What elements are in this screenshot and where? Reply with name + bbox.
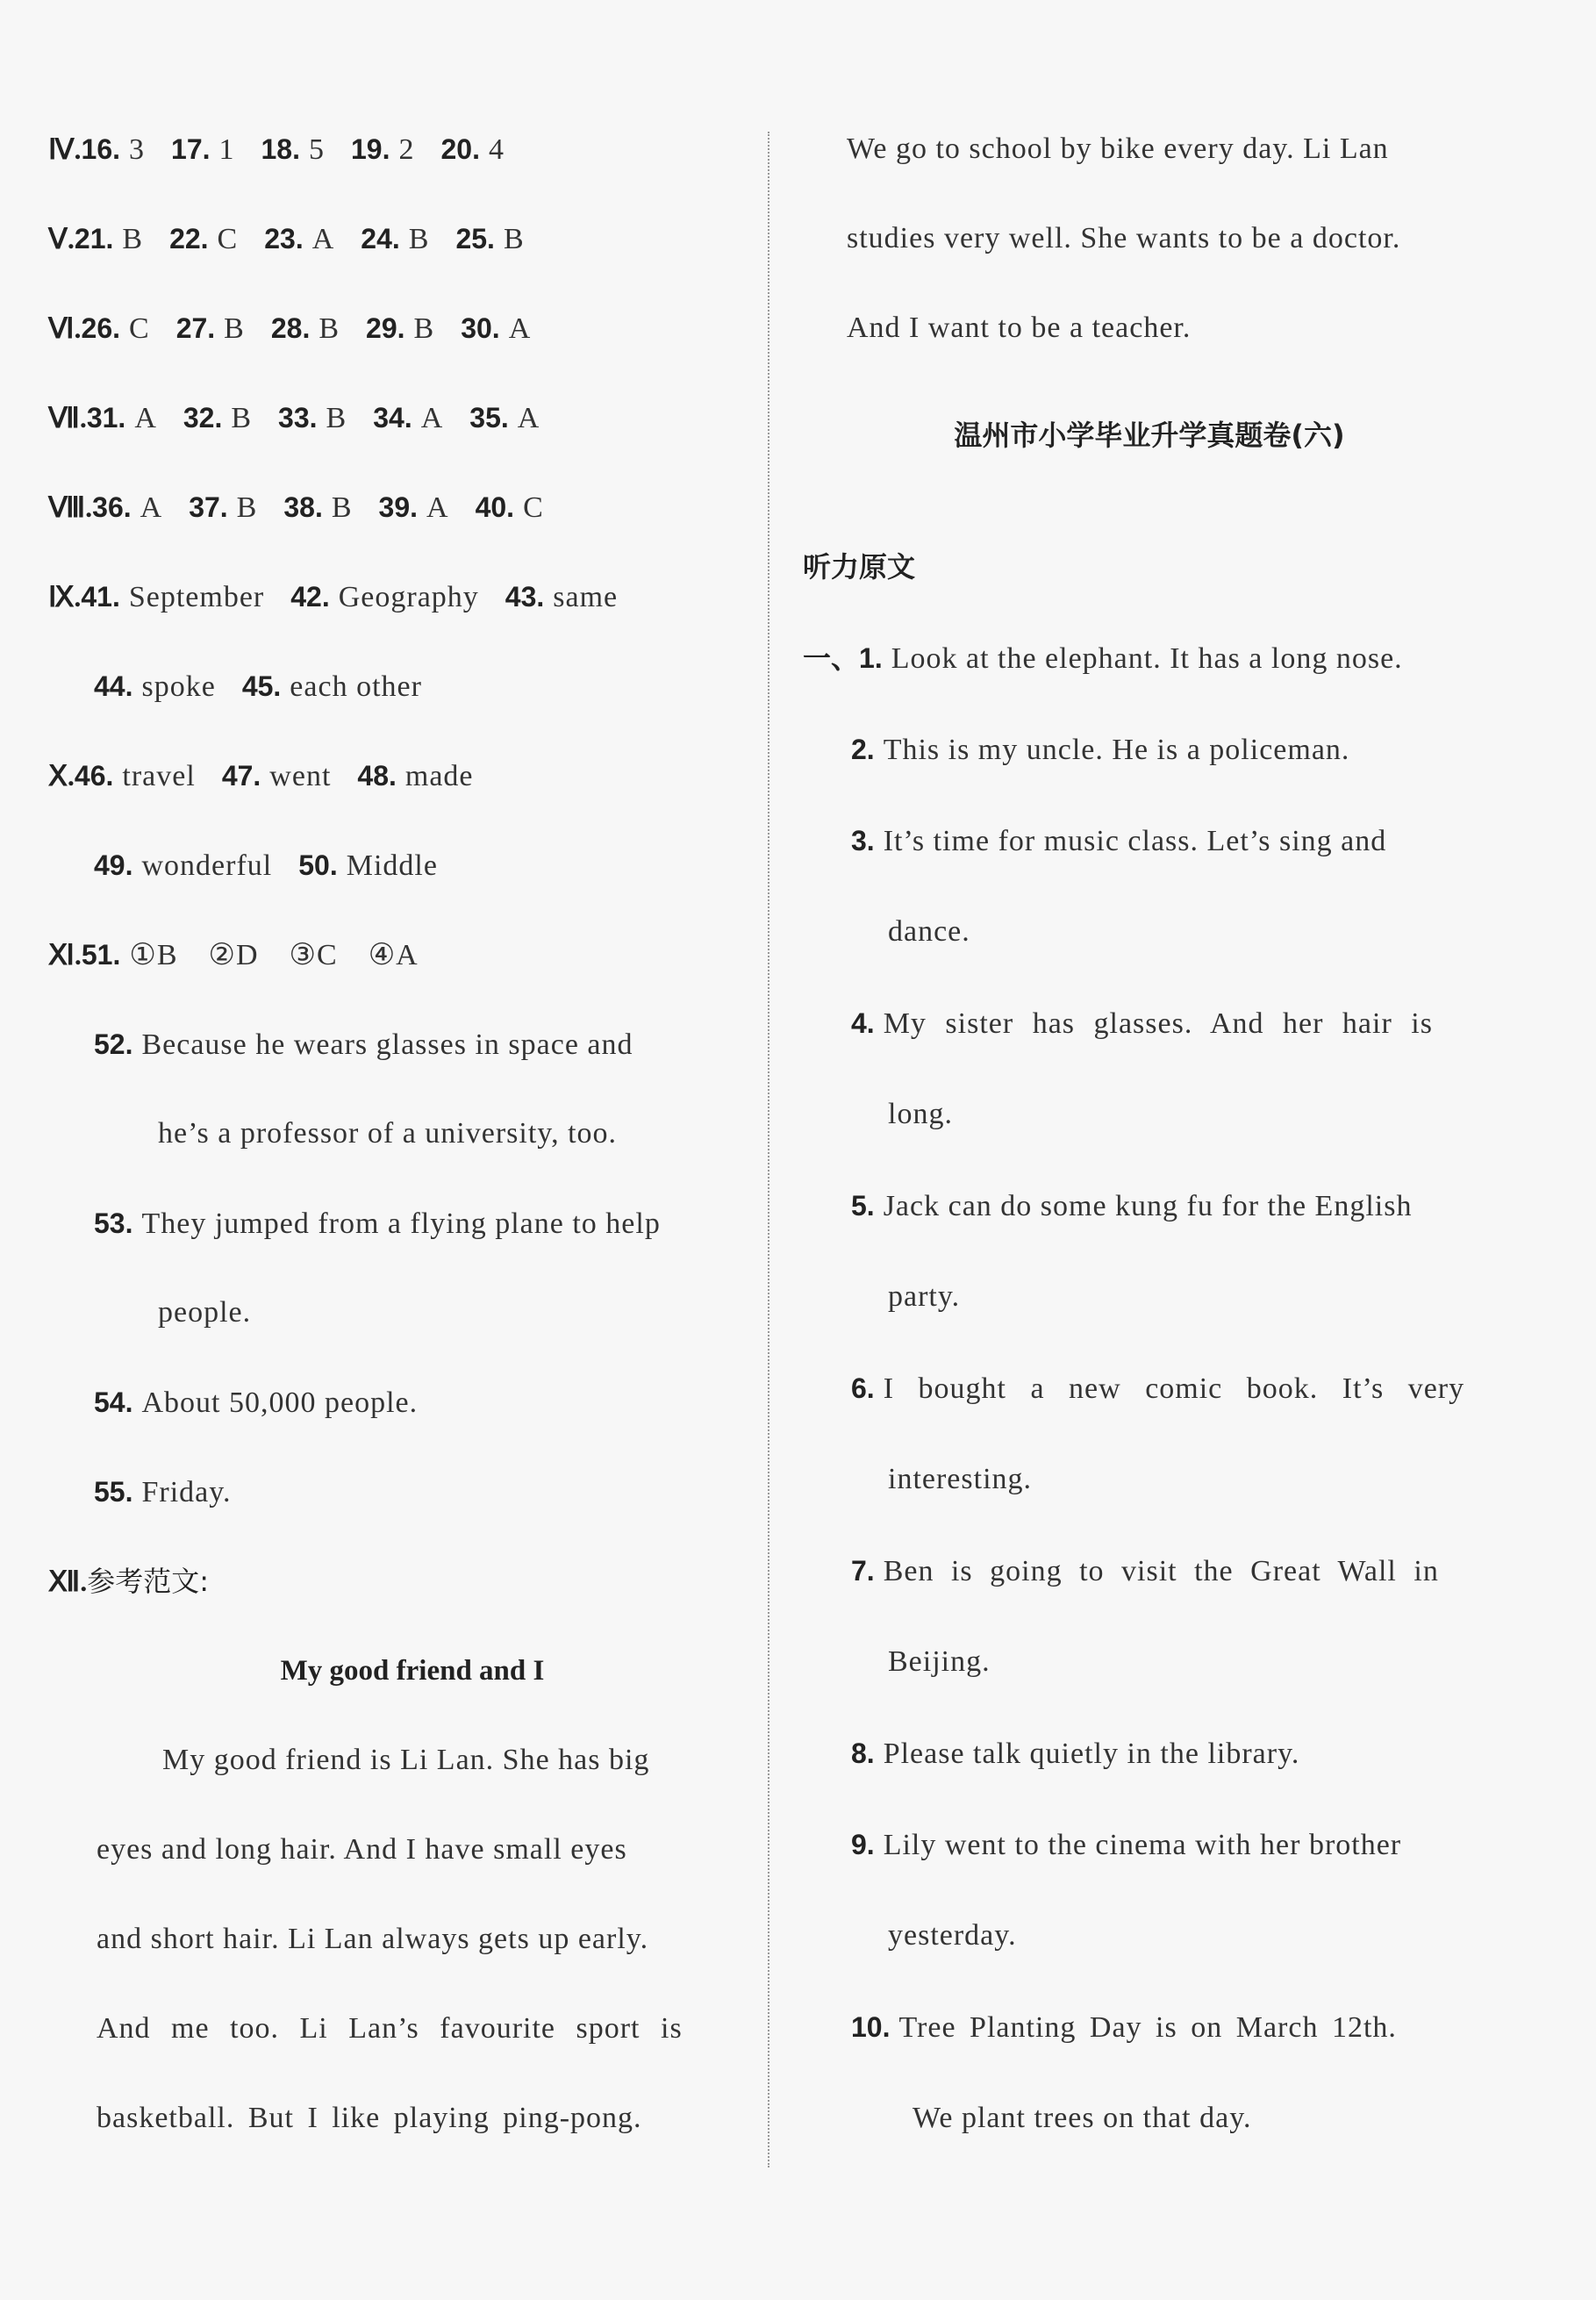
essay-cont-line: And I want to be a teacher. bbox=[847, 312, 1192, 344]
essay-line: basketball. But I like playing ping-pong. bbox=[97, 2102, 642, 2134]
listening-item-3: 3. It’s time for music class. Let’s sing and bbox=[851, 825, 1387, 857]
listening-item-10-cont: We plant trees on that day. bbox=[913, 2102, 1252, 2134]
listening-item-3-cont: dance. bbox=[888, 915, 970, 948]
answer-q55: 55. Friday. bbox=[94, 1476, 232, 1508]
listening-item-10: 10. Tree Planting Day is on March 12th. bbox=[851, 2011, 1397, 2044]
answer-row-viii: Ⅷ.36. A 37. B 38. B 39. A 40. C bbox=[48, 491, 544, 524]
listening-item-2: 2. This is my uncle. He is a policeman. bbox=[851, 734, 1350, 766]
column-divider bbox=[768, 132, 769, 2167]
section-heading: 听力原文 bbox=[803, 550, 916, 584]
essay-line: My good friend is Li Lan. She has big bbox=[162, 1744, 650, 1776]
answer-row-vi: Ⅵ.26. C 27. B 28. B 29. B 30. A bbox=[48, 312, 532, 345]
listening-item-7-cont: Beijing. bbox=[888, 1645, 991, 1678]
paper-title: 温州市小学毕业升学真题卷(六) bbox=[954, 419, 1345, 452]
listening-item-1: 一、1. Look at the elephant. It has a long nose. bbox=[803, 641, 1403, 675]
answer-q52-cont: he’s a professor of a university, too. bbox=[158, 1117, 618, 1150]
listening-item-8: 8. Please talk quietly in the library. bbox=[851, 1738, 1300, 1770]
answer-row-vii: Ⅶ.31. A 32. B 33. B 34. A 35. A bbox=[48, 402, 540, 434]
answer-row-iv: Ⅳ.16. 3 17. 1 18. 5 19. 2 20. 4 bbox=[48, 133, 505, 166]
essay-title: My good friend and I bbox=[280, 1655, 545, 1687]
listening-item-4: 4. My sister has glasses. And her hair is bbox=[851, 1007, 1433, 1040]
listening-item-5: 5. Jack can do some kung fu for the English bbox=[851, 1190, 1413, 1222]
listening-item-6: 6. I bought a new comic book. It’s very bbox=[851, 1372, 1465, 1405]
listening-item-9-cont: yesterday. bbox=[888, 1919, 1017, 1952]
answer-row-v: Ⅴ.21. B 22. C 23. A 24. B 25. B bbox=[48, 223, 525, 255]
answer-row-xi-51: Ⅺ.51. ①B ②D ③C ④A bbox=[48, 939, 419, 971]
essay-cont-line: studies very well. She wants to be a doctor. bbox=[847, 222, 1401, 254]
answer-row-ix-1: Ⅸ.41. September 42. Geography 43. same bbox=[48, 581, 619, 613]
listening-item-4-cont: long. bbox=[888, 1098, 953, 1130]
answer-row-ix-2: 44. spoke 45. each other bbox=[94, 670, 422, 703]
essay-cont-line: We go to school by bike every day. Li Lan bbox=[847, 133, 1389, 165]
answer-row-x-2: 49. wonderful 50. Middle bbox=[94, 849, 438, 882]
answer-row-xii: Ⅻ.参考范文: bbox=[48, 1565, 209, 1598]
listening-item-9: 9. Lily went to the cinema with her brother bbox=[851, 1829, 1402, 1861]
listening-item-5-cont: party. bbox=[888, 1280, 961, 1313]
essay-line: And me too. Li Lan’s favourite sport is bbox=[97, 2012, 683, 2045]
answer-q53-cont: people. bbox=[158, 1296, 252, 1329]
essay-line: eyes and long hair. And I have small eyes bbox=[97, 1833, 627, 1866]
listening-item-6-cont: interesting. bbox=[888, 1463, 1033, 1495]
answer-q52: 52. Because he wears glasses in space and bbox=[94, 1028, 633, 1061]
answer-q53: 53. They jumped from a flying plane to help bbox=[94, 1207, 661, 1240]
answer-q54: 54. About 50,000 people. bbox=[94, 1386, 419, 1419]
answer-row-x-1: Ⅹ.46. travel 47. went 48. made bbox=[48, 760, 474, 792]
listening-item-7: 7. Ben is going to visit the Great Wall in bbox=[851, 1555, 1439, 1587]
essay-line: and short hair. Li Lan always gets up early. bbox=[97, 1923, 649, 1955]
